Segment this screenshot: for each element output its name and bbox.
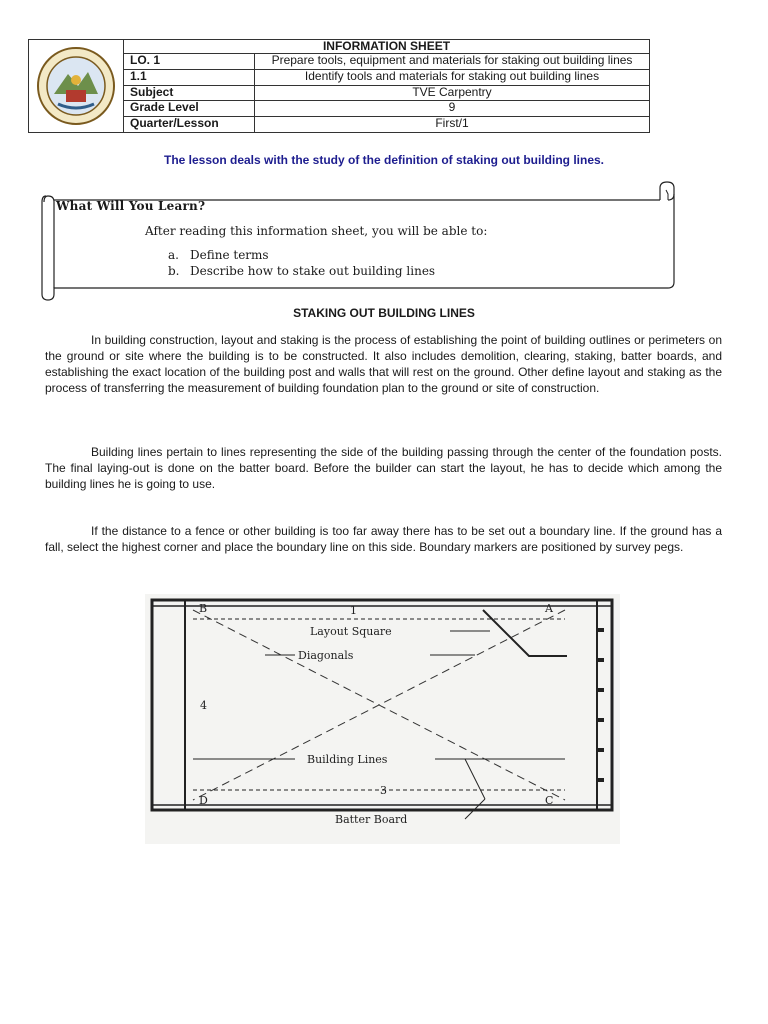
list-text: Define terms <box>190 248 269 262</box>
side-label-left: 4 <box>200 699 207 712</box>
row-value: Identify tools and materials for staking out building lines <box>255 69 650 85</box>
learn-box-title: What Will You Learn? <box>56 199 206 213</box>
row-label: 1.1 <box>124 69 255 85</box>
row-value: 9 <box>255 101 650 117</box>
building-lines-label: Building Lines <box>307 753 388 766</box>
list-marker: b. <box>168 264 180 278</box>
section-title: STAKING OUT BUILDING LINES <box>293 306 475 320</box>
info-sheet-table <box>28 39 650 133</box>
corner-label-d: D <box>199 794 208 807</box>
paragraph: In building construction, layout and staking is the process of establishing the point of building outlines or perimeters on the ground or site where the building is to be constructed. It also includes demolition, clearing, staking, batter boards, and establishing the exact location of the building post and walls that will rest on the ground. Other define layout and staking as the process of transferring the measurement of building foundation plan to the ground or site of construction. <box>45 333 722 395</box>
batter-board-label: Batter Board <box>335 813 408 826</box>
list-item <box>168 263 435 279</box>
row-label: LO. 1 <box>124 54 255 70</box>
row-value: First/1 <box>255 117 650 133</box>
row-value: TVE Carpentry <box>255 85 650 101</box>
row-label: Quarter/Lesson <box>124 117 255 133</box>
staking-layout-diagram <box>145 594 620 844</box>
list-marker: a. <box>168 248 179 262</box>
school-seal-logo <box>36 46 116 126</box>
row-label: Subject <box>124 85 255 101</box>
paragraph: Building lines pertain to lines representing the side of the building passing through the center of the foundation posts. The final laying-out is done on the batter board. Before the builder can start the layout, he has to decide which among the building lines he is going to use. <box>45 445 722 491</box>
corner-label-b: B <box>199 602 208 615</box>
row-label: Grade Level <box>124 101 255 117</box>
lesson-intro: The lesson deals with the study of the definition of staking out building lines. <box>163 153 604 167</box>
list-text: Describe how to stake out building lines <box>190 264 436 278</box>
corner-label-a: A <box>545 602 553 615</box>
diagonals-label: Diagonals <box>298 649 354 662</box>
learn-objectives-list <box>168 247 435 279</box>
school-logo-cell <box>29 40 124 133</box>
side-label-bottom: 3 <box>380 784 387 797</box>
list-item <box>168 247 435 263</box>
layout-square-label: Layout Square <box>310 625 392 638</box>
learn-box-text: After reading this information sheet, you will be able to: <box>145 224 488 238</box>
sheet-title: INFORMATION SHEET <box>124 40 650 54</box>
paragraph: If the distance to a fence or other building is too far away there has to be set out a boundary line. If the ground has a fall, select the highest corner and place the boundary line on this side. Boundary markers are positioned by survey pegs. <box>45 524 722 554</box>
side-label-top: 1 <box>350 604 357 617</box>
row-value: Prepare tools, equipment and materials for staking out building lines <box>255 54 650 70</box>
corner-label-c: C <box>545 794 554 807</box>
